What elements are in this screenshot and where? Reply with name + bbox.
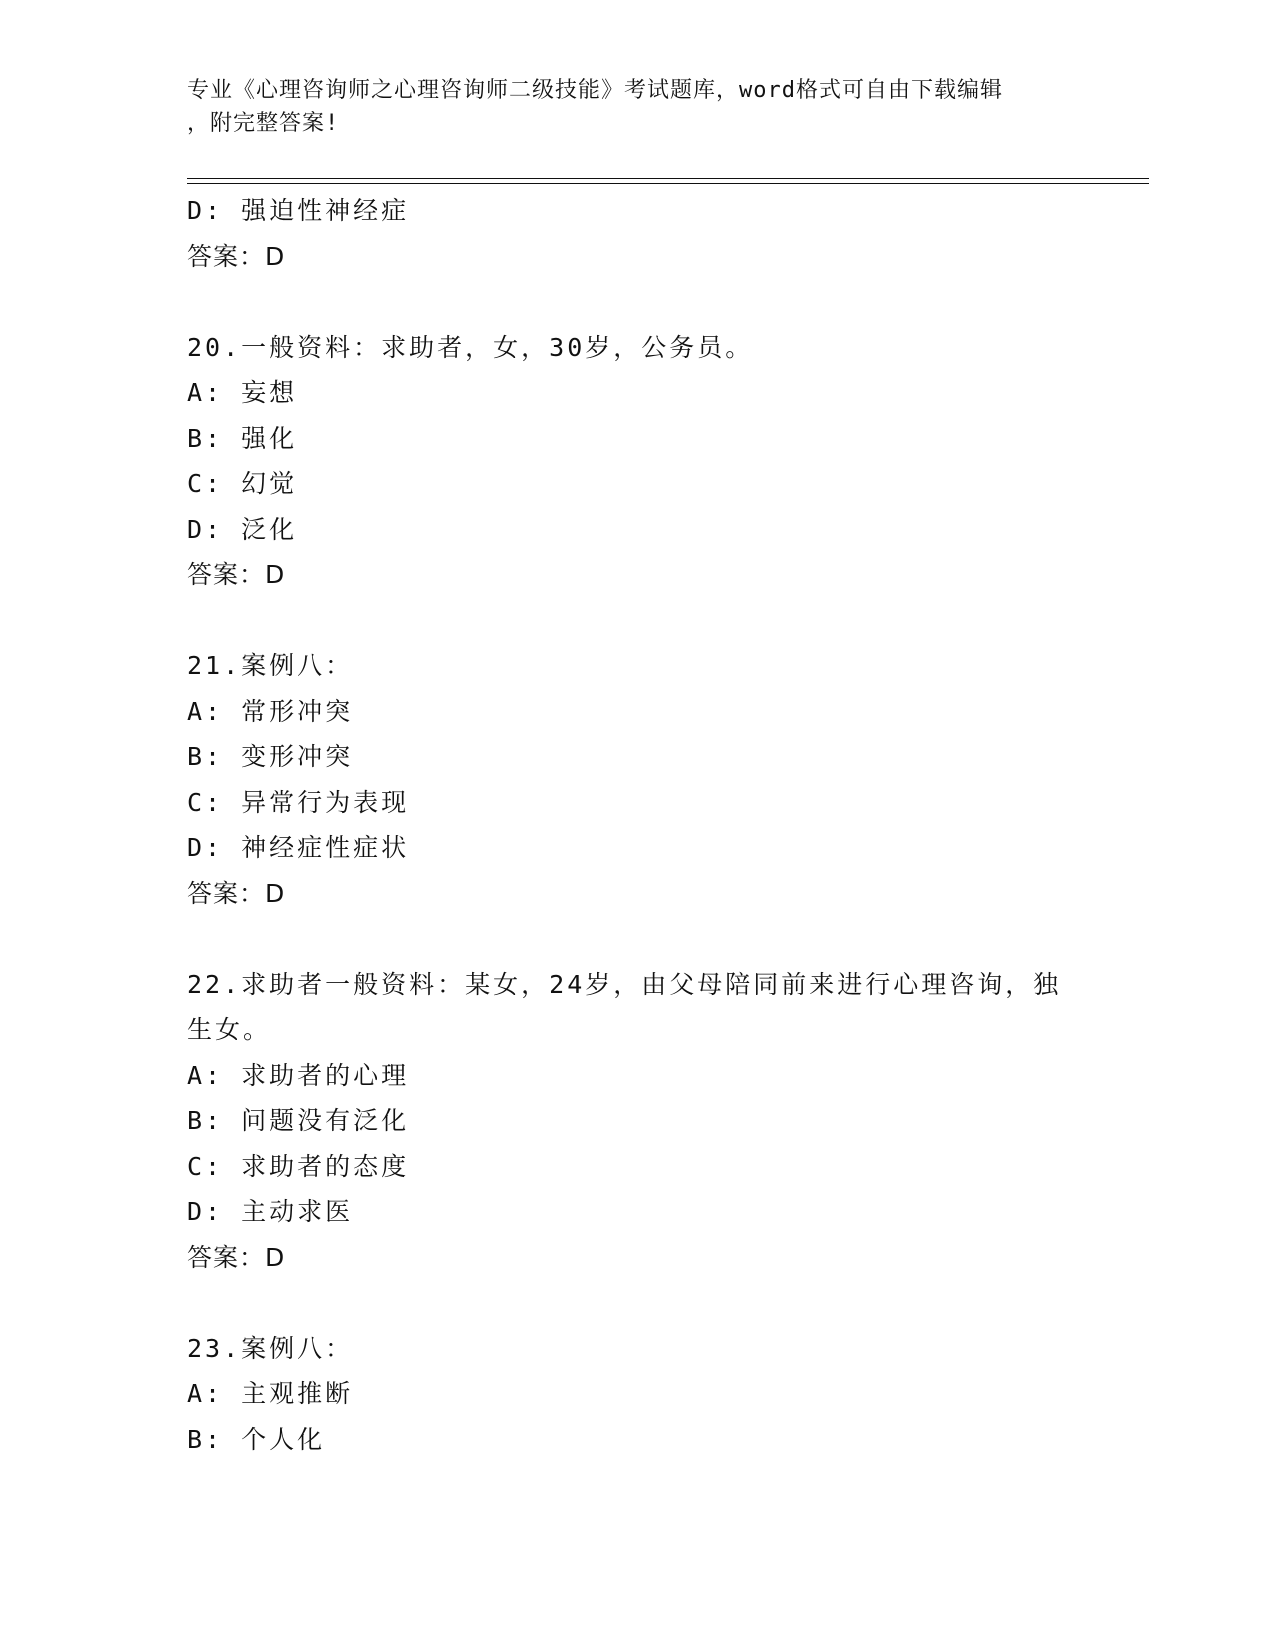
question-stem: 23.案例八：	[187, 1333, 354, 1363]
spacer	[187, 279, 1087, 325]
option-a: A: 常形冲突	[187, 696, 354, 726]
question-22	[187, 962, 1087, 1281]
question-23	[187, 1326, 1087, 1463]
question-20	[187, 325, 1087, 598]
option-c: C: 异常行为表现	[187, 787, 410, 817]
option-c: C: 求助者的态度	[187, 1151, 410, 1181]
answer: 答案：D	[187, 1242, 286, 1272]
option-b: B: 问题没有泛化	[187, 1106, 410, 1135]
question-stem: 21.案例八：	[187, 651, 354, 680]
spacer	[187, 916, 1087, 962]
spacer	[187, 598, 1087, 644]
option-d: D: 神经症性症状	[187, 833, 410, 862]
question-stem: 20.一般资料：求助者，女，30岁，公务员。	[187, 332, 754, 362]
document-header	[187, 74, 1067, 140]
header-rule-bottom	[187, 183, 1149, 184]
option-a: A: 主观推断	[187, 1379, 354, 1408]
answer: 答案：D	[187, 560, 286, 589]
option-d: D: 强迫性神经症	[187, 196, 410, 225]
answer: 答案：D	[187, 878, 286, 908]
option-c: C: 幻觉	[187, 469, 298, 498]
spacer	[187, 1280, 1087, 1326]
option-b: B: 强化	[187, 423, 298, 453]
option-b: B: 个人化	[187, 1424, 326, 1454]
option-a: A: 求助者的心理	[187, 1060, 410, 1090]
answer: 答案：D	[187, 241, 286, 271]
header-line-1: 专业《心理咨询师之心理咨询师二级技能》考试题库，word格式可自由下载编辑	[187, 78, 1003, 103]
header-line-2: ，附完整答案!	[187, 111, 340, 136]
option-d: D: 泛化	[187, 514, 298, 544]
option-b: B: 变形冲突	[187, 742, 354, 771]
option-a: A: 妄想	[187, 378, 298, 407]
question-stem-line-1: 22.求助者一般资料：某女，24岁，由父母陪同前来进行心理咨询，独	[187, 969, 1062, 999]
header-rule-top	[187, 178, 1149, 179]
question-list	[187, 188, 1087, 1462]
question-21	[187, 643, 1087, 916]
option-d: D: 主动求医	[187, 1197, 354, 1226]
question-stem-line-2: 生女。	[187, 1015, 272, 1044]
